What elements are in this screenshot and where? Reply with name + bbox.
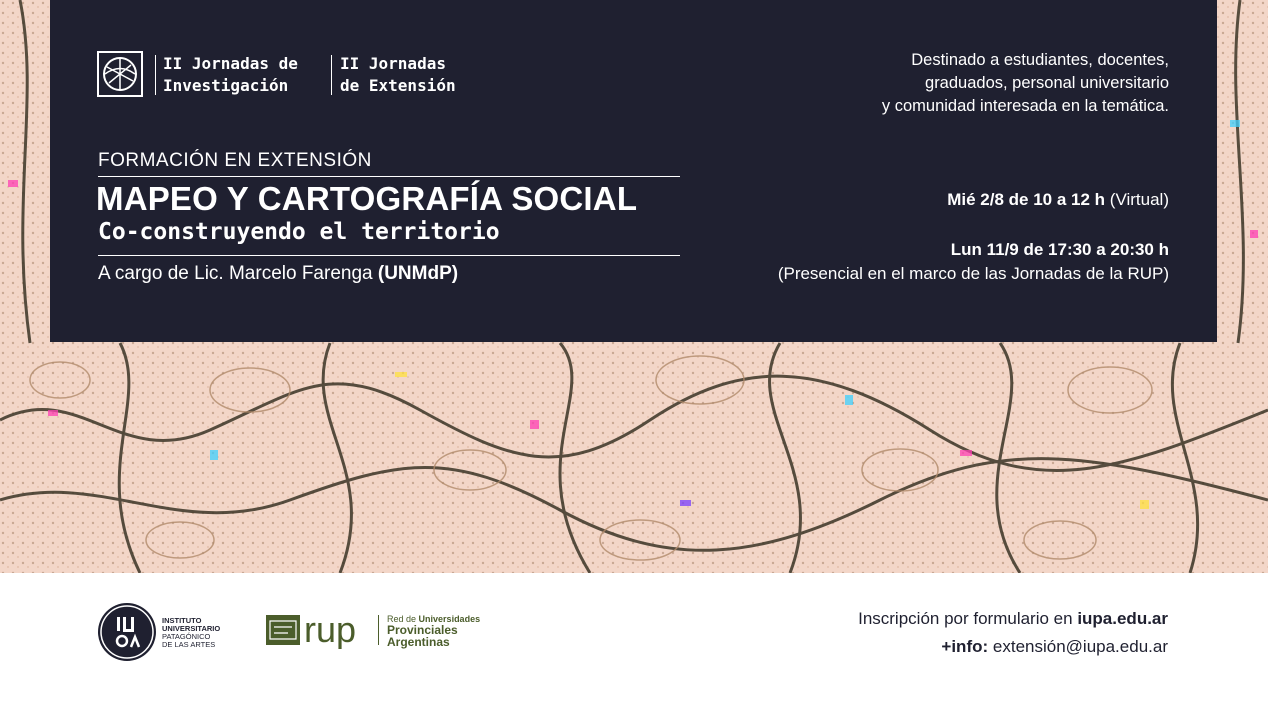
instructor-org: (UNMdP): [377, 263, 459, 284]
event-pretitle: FORMACIÓN EN EXTENSIÓN: [98, 150, 680, 177]
event-subtitle: Co-construyendo el territorio: [98, 219, 680, 256]
header-separator: [331, 55, 332, 95]
instructor-name: A cargo de Lic. Marcelo Farenga: [98, 263, 373, 284]
event-title: MAPEO Y CARTOGRAFÍA SOCIAL: [96, 180, 638, 217]
info-email-link[interactable]: extensión@iupa.edu.ar: [992, 637, 1168, 656]
inscription-line: Inscripción por formulario en iupa.edu.ar: [858, 609, 1168, 628]
iupa-wordmark: INSTITUTO UNIVERSITARIO PATAGÓNICO DE LAS ARTES: [162, 616, 221, 649]
rup-name: Red de Universidades Provinciales Argentinas: [387, 614, 481, 649]
info-line: +info: extensión@iupa.edu.ar: [941, 637, 1168, 656]
rup-wordmark: rup: [304, 611, 357, 649]
network-circle-icon: [97, 51, 143, 97]
iupa-monogram-icon: [98, 603, 156, 661]
audience-text: Destinado a estudiantes, docentes, graduados, personal universitario y comunidad interesada en la temática.: [881, 51, 1169, 115]
info-panel: [50, 0, 1217, 342]
rup-map-icon: [266, 611, 381, 649]
org-name-extension: II Jornadas de Extensión: [340, 54, 456, 95]
header-separator: [155, 55, 156, 95]
instructor-line: [98, 263, 458, 285]
footer: [0, 573, 1268, 713]
schedule-date-1: Mié 2/8 de 10 a 12 h (Virtual): [947, 190, 1169, 209]
inscription-link[interactable]: iupa.edu.ar: [1077, 609, 1168, 628]
org-name-investigacion: II Jornadas de Investigación: [163, 54, 298, 95]
schedule-date-2: Lun 11/9 de 17:30 a 20:30 h (Presencial en el marco de las Jornadas de la RUP): [777, 240, 1169, 283]
